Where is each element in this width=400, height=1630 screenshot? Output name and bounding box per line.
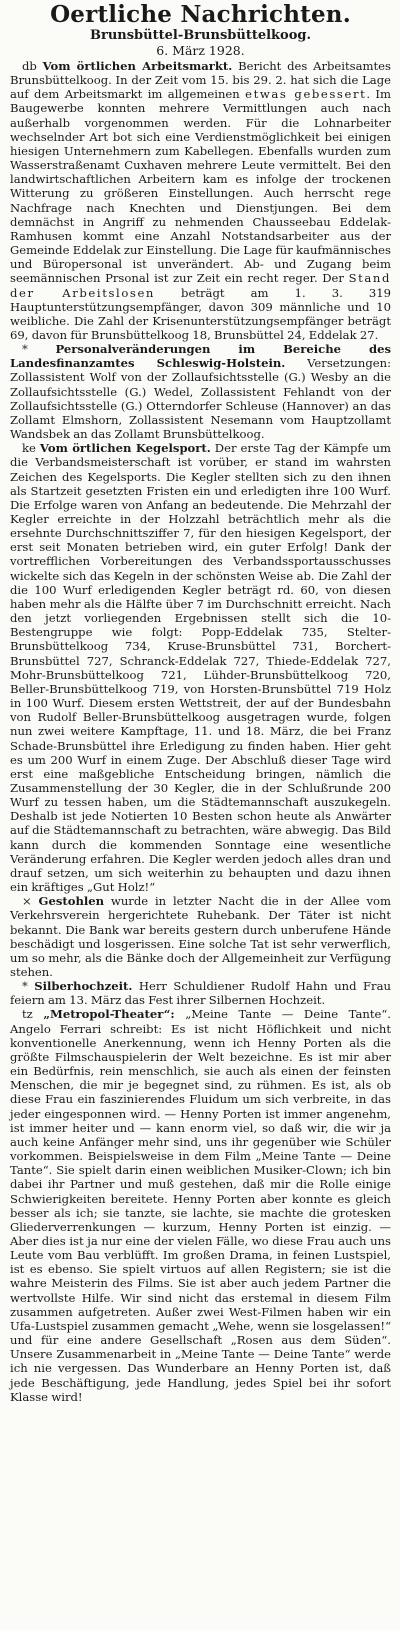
body-text: wurde in letzter Nacht die in der Allee vom Verkehrsverein hergerichtete Ruhebank. Der Täter ist nicht bekannt. Die Bank war bereits gestern durch unberufene Hände beschädigt und losgerissen. Eine solche Tat ist sehr verwerflich, um so mehr, als die Bänke doch der Allgemeinheit zur Verfügung stehen. bbox=[10, 894, 391, 979]
article-headline: Vom örtlichen Kegelsport. bbox=[39, 441, 211, 456]
dateline: 6. März 1928. bbox=[156, 43, 245, 58]
body-text: beträgt am 1. 3. 319 Hauptunterstützungsempfänger, davon 309 männliche und 10 weibliche. Die Zahl der Krisenunterstützungsempfänger beträgt 69, davon für Brunsbüttelkoog 18, Brunsbüttel 24, Eddelak 27. bbox=[10, 285, 391, 342]
masthead bbox=[10, 2, 391, 58]
body-text: Bericht des Arbeitsamtes Brunsbüttelkoog. In der Zeit vom 15. bis 29. 2. hat sich die Lage auf dem Arbeitsmarkt im allgemeinen bbox=[10, 59, 391, 102]
article-prefix: db bbox=[22, 59, 37, 73]
body-text: Versetzungen: Zollassistent Wolf von der Zollaufsichtsstelle (G.) Wesby an die Zollaufsichtsstelle (G.) Wedel, Zollassistent Fehlandt von der Zollaufsichtsstelle (G.) Otterndorfer Schleuse (Hannover) an das Zollamt Elmshorn, Zollassistent Nesemann vom Hauptzollamt Wandsbek an das Zollamt Brunsbüttelkoog. bbox=[10, 356, 391, 442]
article-headline: Gestohlen bbox=[38, 894, 105, 909]
body-text: . Im Baugewerbe konnten mehrere Vermittlungen auch nach außerhalb vorgenommen werden. Für die Lohnarbeiter wechselnder Art bot sich eine Verdienstmöglichkeit bei einigen hiesigen Unternehmern zum Kabellegen. Ebenfalls wurden zum Wasserstraßenamt Cuxhaven mehrere Leute vermittelt. Bei den landwirtschaftlichen Arbeitern kam es infolge der trockenen Witterung zu größeren Einstellungen. Auch herrscht rege Nachfrage nach Knechten und Dienstjungen. Bei dem demnächst in Angriff zu nehmenden Chausseebau Eddelak-Ramhusen kommt eine Anzahl Notstandsarbeiter aus der Gemeinde Eddelak zur Einstellung. Die Lage für kaufmännisches und Büropersonal ist unverändert. Ab- und Zugang beim seemännischen Prsonal ist zur Zeit ein recht reger. Der bbox=[10, 87, 391, 286]
article-prefix: tz bbox=[22, 1007, 33, 1022]
article-kegelsport bbox=[10, 441, 391, 894]
body-text: Der erste Tag der Kämpfe um die Verbandsmeisterschaft ist vorüber, er stand im wahrsten Zeichen des Kegelsports. Die Kegler stellten sich zu den ihnen als Startzeit gesetzten Fristen ein und erledigten ihre 100 Wurf. Die Erfolge waren von Anfang an bedeutende. Die Mehrzahl der Kegler erreichte in der Holzzahl beträchtlich mehr als die ersehnte Durchschnittsziffer 7, für den hiesigen Kegelsport, der erst seit Monaten betrieben wird, ein guter Erfolg! Dank der vortrefflichen Vorbereitungen des Verbandssportausschusses wickelte sich das Kegeln in der schönsten Weise ab. Die Zahl der die 100 Wurf erledigenden Kegler beträgt rd. 60, von diesen haben mehr als die Hälfte über 7 im Durchschnitt erreicht. Nach den jetzt vorliegenden Ergebnissen stellt sich die 10-Bestengruppe wie folgt: Popp-Eddelak 735, Stelter-Brunsbüttelkoog 734, Kruse-Brunsbüttel 731, Borchert-Brunsbüttel 727, Schranck-Eddelak 727, Thiede-Eddelak 727, Mohr-Brunsbüttelkoog 721, Lühder-Brunsbüttelkoog 720, Beller-Brunsbüttelkoog 719, von Horsten-Brunsbüttel 719 Holz in 100 Wurf. Diesem ersten Wettstreit, der auf der Bundesbahn von Rudolf Beller-Brunsbüttelkoog ausgetragen wurde, folgen nun zwei weitere Kampftage, 11. und 18. März, die bei Franz Schade-Brunsbüttel ihre Erledigung zu finden haben. Hier geht es um 200 Wurf in einem Zuge. Der Abschluß dieser Tage wird erst eine maßgebliche Entscheidung bringen, nämlich die Zusammenstellung der 30 Kegler, die in der Schlußrunde 200 Wurf zu tessen haben, um die Städtemannschaft auszukegeln. Deshalb ist jede Notierten 10 Besten schon heute als Anwärter auf die Städtemannschaft zu betrachten, wäre abwegig. Das Bild kann durch die kommenden Sonntage eine wesentliche Veränderung erfahren. Die Kegler werden jedoch alles dran und drauf setzen, um sich weiterhin zu behaupten und dazu ihnen ein kräftiges „Gut Holz!“ bbox=[10, 441, 391, 895]
body-text: „Meine Tante — Deine Tante“. Angelo Ferrari schreibt: Es ist nicht Höflichkeit und nicht konventionelle Anerkennung, wenn ich Henny Porten als die größte Filmschauspielerin der Welt bezeichne. Es ist mir aber ein Bedürfnis, rein menschlich, sie auch als einen der feinsten Menschen, die mir je begegnet sind, zu rühmen. Es ist, als ob diese Frau ein faszinierendes Fluidum um sich verbreite, in das jeder eingesponnen wird. — Henny Porten ist immer angenehm, ist immer heiter und — kann enorm viel, so daß wir, die wir ja auch keine Anfänger mehr sind, uns ihr gegenüber wie Schüler vorkommen. Beispielsweise in dem Film „Meine Tante — Deine Tante“. Sie spielt darin einen weiblichen Musiker-Clown; ich bin dabei ihr Partner und muß gestehen, daß mir die Rolle einige Schwierigkeiten bereitete. Henny Porten aber konnte es gleich besser als ich; sie tanzte, sie lachte, sie machte die grotesken Gliederverrenkungen — kurzum, Henny Porten ist einzig. — Aber dies ist ja nur eine der vielen Fälle, wo diese Frau auch uns Leute vom Bau verblüfft. Im großen Drama, in feinen Lustspiel, ist es ebenso. Sie spielt virtuos auf allen Registern; sie ist die wahre Meisterin des Films. Sie ist aber auch jedem Partner die wertvollste Hilfe. Wir sind nicht das erstemal in diesem Film zusammen aufgetreten. Außer zwei West-Filmen haben wir ein Ufa-Lustspiel zusammen gemacht „Wehe, wenn sie losgelassen!“ und für eine andere Gesellschaft „Rosen aus dem Süden“. Unsere Zusammenarbeit in „Meine Tante — Deine Tante“ werde ich nie vergessen. Das Wunderbare an Henny Porten ist, daß jede Beschäftigung, jede Handlung, jedes Spiel bei ihr sofort Klasse wird! bbox=[10, 1007, 391, 1404]
emphasized-text: Stand der Arbeitslosen bbox=[10, 271, 391, 300]
article-prefix: ke bbox=[22, 441, 36, 456]
article-prefix: * bbox=[22, 342, 28, 357]
article-gestohlen bbox=[10, 894, 391, 979]
article-prefix: × bbox=[22, 894, 32, 909]
section-title: Oertliche Nachrichten. bbox=[50, 1, 351, 28]
article-list bbox=[10, 59, 391, 1404]
emphasized-text: etwas gebessert bbox=[245, 87, 367, 102]
article-headline: Vom örtlichen Arbeitsmarkt. bbox=[42, 59, 233, 73]
body-text: Herr Schuldiener Rudolf Hahn und Frau feiern am 13. März das Fest ihrer Silbernen Hochzeit. bbox=[10, 979, 391, 1008]
locality-subtitle: Brunsbüttel-Brunsbüttelkoog. bbox=[90, 28, 311, 43]
article-prefix: * bbox=[22, 979, 28, 994]
article-silberhochzeit bbox=[10, 979, 391, 1007]
article-headline: „Metropol-Theater“: bbox=[43, 1007, 175, 1022]
article-headline: Personalveränderungen im Bereiche des Landesfinanzamtes Schleswig-Holstein. bbox=[10, 342, 391, 371]
article-arbeitsmarkt bbox=[10, 59, 391, 342]
article-metropol-theater bbox=[10, 1007, 391, 1403]
article-headline: Silberhochzeit. bbox=[34, 979, 133, 994]
article-personalveraenderungen bbox=[10, 342, 391, 441]
